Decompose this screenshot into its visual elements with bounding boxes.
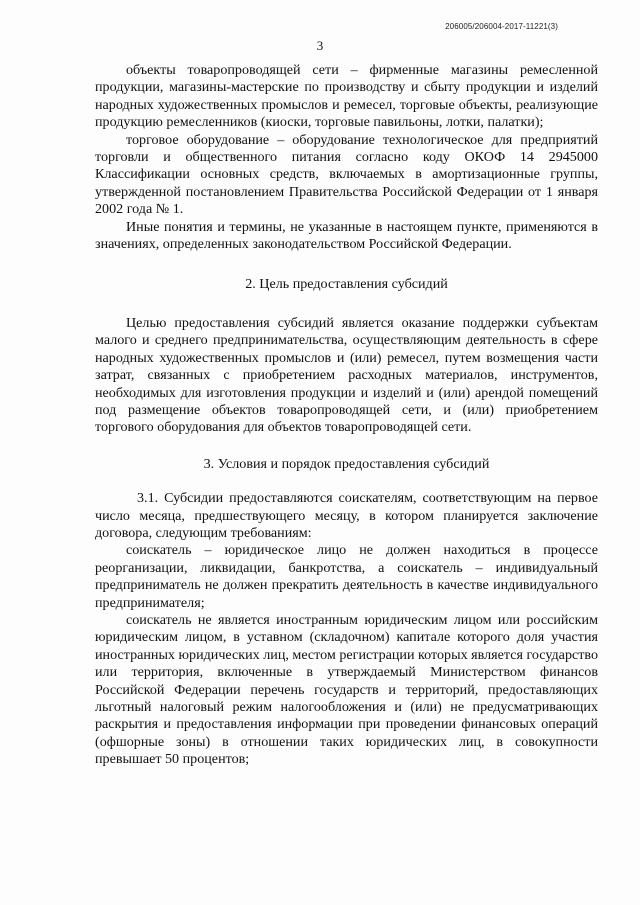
paragraph-other-terms: Иные понятия и термины, не указанные в настоящем пункте, применяются в значениях, определенных законодательством Российской Федерации. <box>95 218 598 253</box>
section-2-heading: 2. Цель предоставления субсидий <box>245 276 448 293</box>
requirement-not-foreign-entity: соискатель не является иностранным юридическим лицом или российским юридическим лицом, в уставном (складочном) капитале которого доля участия иностранных юридических лиц, местом регистрации которых является государство или территория, включенные в утверждаемый Министерством финансов Российской Федерации перечень государств и территорий, предоставляющих льготный налоговый режим налогообложения и (или) не предусматривающих раскрытия и предоставления информации при проведении финансовых операций (офшорные зоны) в отношении таких юридических лиц, в совокупности превышает 50 процентов; <box>95 611 599 768</box>
section-3-heading: 3. Условия и порядок предоставления субсидий <box>203 455 490 472</box>
paragraph-trade-network-objects: объекты товаропроводящей сети – фирменные магазины ремесленной продукции, магазины-мастерские по производству и сбыту продукции и изделий народных художественных промыслов и ремесел, торговые объекты, реализующие продукцию ремесленников (киоски, торговые павильоны, лотки, палатки); <box>95 62 598 131</box>
clause-3-1: 3.1. Субсидии предоставляются соискателям, соответствующим на первое число месяца, предшествующего месяцу, в котором планируется заключение договора, следующим требованиям: <box>95 490 598 541</box>
page-number: 3 <box>316 38 324 53</box>
paragraph-trade-equipment: торговое оборудование – оборудование технологическое для предприятий торговли и общественного питания согласно коду ОКОФ 14 2945000 Классификации основных средств, включаемых в амортизационные группы, утвержденной постановлением Правительства Российской Федерации от 1 января 2002 года № 1. <box>95 131 598 218</box>
requirement-not-in-liquidation: соискатель – юридическое лицо не должен находиться в процессе реорганизации, ликвидации, банкротства, а соискатель – индивидуальный предприниматель не должен прекратить деятельность в качестве индивидуального предпринимателя; <box>95 542 598 611</box>
section-2-purpose-text: Целью предоставления субсидий является оказание поддержки субъектам малого и среднего предпринимательства, осуществляющим деятельность в сфере народных художественных промыслов и (или) ремесел, путем возмещения части затрат, связанных с приобретением расходных материалов, инструментов, необходимых для изготовления продукции и изделий и (или) арендой помещений под размещение объектов товаропроводящей сети, и (или) приобретением торгового оборудования для объектов товаропроводящей сети. <box>95 314 598 436</box>
document-id: 206005/206004-2017-11221(3) <box>445 22 558 31</box>
document-body <box>95 62 598 769</box>
